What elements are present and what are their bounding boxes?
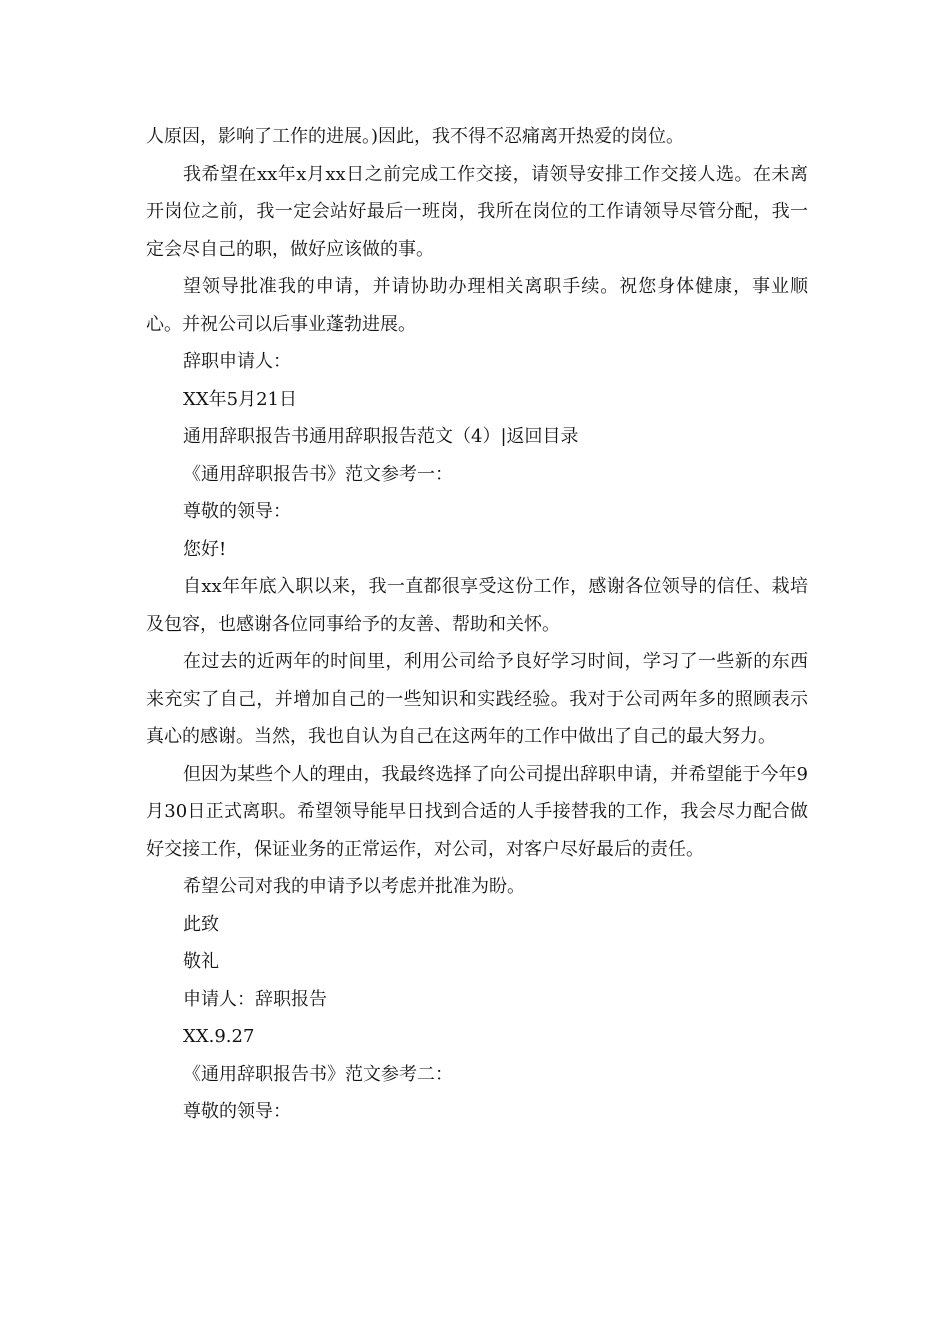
applicant-line: 申请人：辞职报告 bbox=[183, 988, 327, 1010]
sample-two-heading: 《通用辞职报告书》范文参考二： bbox=[183, 1063, 453, 1085]
salutation-two: 尊敬的领导： bbox=[183, 1101, 291, 1122]
signature-date: XX年5月21日 bbox=[183, 388, 297, 410]
document-page bbox=[146, 118, 808, 1131]
paragraph-gratitude: 自xx年年底入职以来，我一直都很享受这份工作，感谢各位领导的信任、栽培及包容，也感谢各位同事给予的友善、帮助和关怀。 bbox=[146, 576, 808, 635]
closing-cizhi: 此致 bbox=[183, 913, 219, 935]
paragraph-resignation-reason: 但因为某些个人的理由，我最终选择了向公司提出辞职申请，并希望能于今年9月30日正式离职。希望领导能早日找到合适的人手接替我的工作，我会尽力配合做好交接工作，保证业务的正常运作，对公司，对客户尽好最后的责任。 bbox=[146, 763, 808, 860]
paragraph-hope: 希望公司对我的申请予以考虑并批准为盼。 bbox=[183, 876, 525, 897]
applicant-date: XX.9.27 bbox=[183, 1026, 255, 1047]
paragraph-approval-request: 望领导批准我的申请，并请协助办理相关离职手续。祝您身体健康，事业顺心。并祝公司以后事业蓬勃进展。 bbox=[146, 276, 808, 335]
closing-jingli: 敬礼 bbox=[183, 951, 219, 972]
sample-one-heading: 《通用辞职报告书》范文参考一： bbox=[183, 463, 453, 485]
salutation: 尊敬的领导： bbox=[183, 501, 291, 522]
paragraph-handover-date: 我希望在xx年x月xx日之前完成工作交接，请领导安排工作交接人选。在未离开岗位之前，我一定会站好最后一班岗，我所在岗位的工作请领导尽管分配，我一定会尽自己的职，做好应该做的事。 bbox=[146, 163, 808, 260]
paragraph-continuation: 人原因，影响了工作的进展。)因此，我不得不忍痛离开热爱的岗位。 bbox=[146, 126, 685, 147]
paragraph-experience: 在过去的近两年的时间里，利用公司给予良好学习时间，学习了一些新的东西来充实了自己，并增加自己的一些知识和实践经验。我对于公司两年多的照顾表示真心的感谢。当然，我也自认为自己在这两年的工作中做出了自己的最大努力。 bbox=[146, 651, 808, 747]
greeting: 您好! bbox=[183, 538, 227, 560]
signature-label: 辞职申请人： bbox=[183, 351, 291, 372]
section-heading-return-link: 通用辞职报告书通用辞职报告范文（4）|返回目录 bbox=[183, 426, 579, 447]
